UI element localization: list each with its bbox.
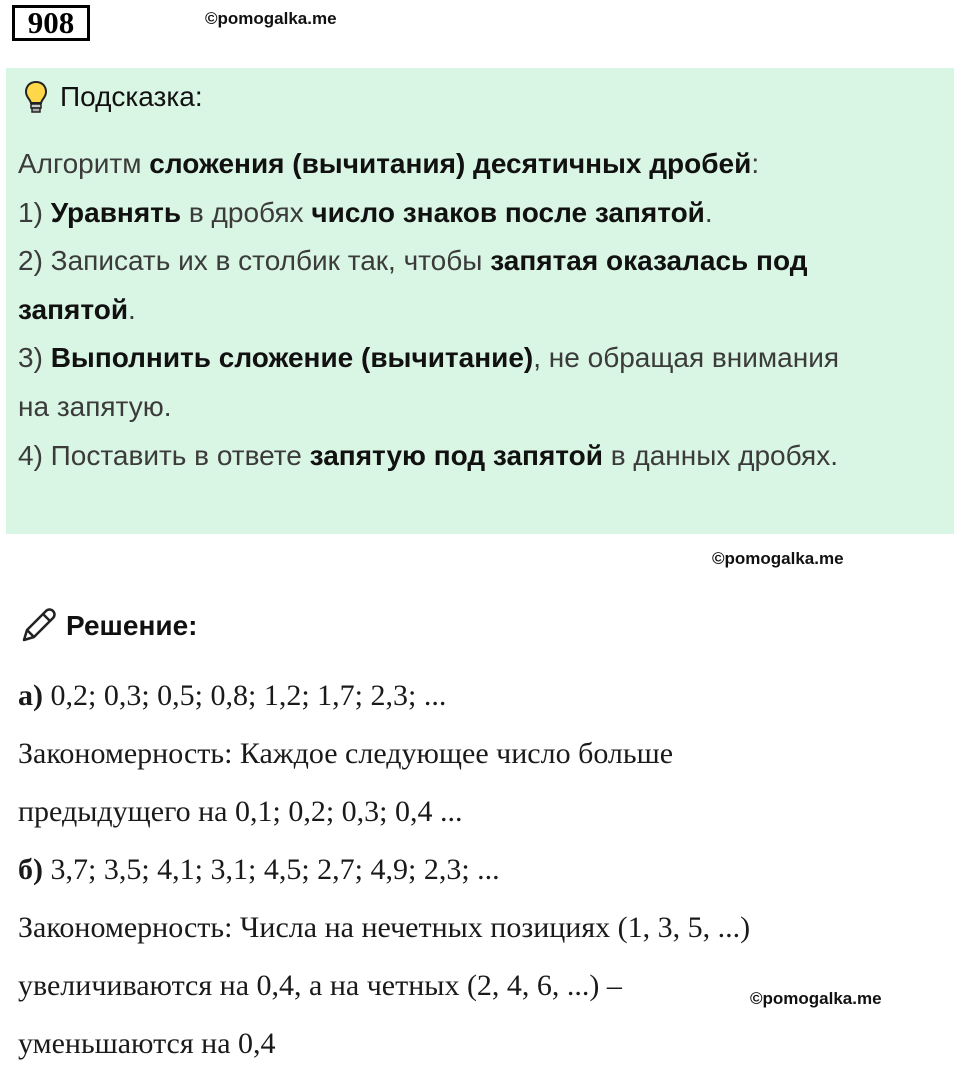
hint-text-span: на запятую.	[18, 390, 172, 422]
hint-line-2	[18, 189, 938, 238]
hint-title-text: Подсказка:	[60, 81, 203, 112]
watermark-top: ©pomogalka.me	[205, 9, 337, 28]
solution-b-sequence	[18, 841, 948, 899]
hint-text-span: 2) Записать их в столбик так, чтобы	[18, 245, 491, 277]
part-label: б)	[18, 853, 43, 886]
hint-bold-span: запятую под запятой	[309, 439, 603, 471]
watermark-middle: ©pomogalka.me	[712, 549, 844, 568]
solution-title-text: Решение:	[66, 610, 198, 641]
hint-line-4	[18, 286, 938, 335]
solution-a-rule-1: Закономерность: Каждое следующее число больше	[18, 737, 674, 770]
hint-bold-span: Выполнить сложение (вычитание)	[50, 342, 534, 374]
hint-bold-span: сложения (вычитания) десятичных дробей	[149, 148, 752, 179]
hint-box	[6, 68, 954, 534]
solution-text	[18, 667, 948, 1073]
hint-line-1	[18, 140, 938, 189]
hint-text-span: .	[128, 293, 136, 325]
hint-text	[18, 140, 938, 480]
hint-line-7	[18, 432, 938, 481]
solution-a-sequence	[18, 667, 948, 725]
hint-bold-span: запятой	[18, 293, 129, 325]
part-label: а)	[18, 679, 43, 712]
hint-bold-span: число знаков после запятой	[311, 196, 705, 228]
hint-text-span: 4) Поставить в ответе	[18, 439, 310, 471]
hint-title	[24, 80, 203, 114]
lightbulb-icon	[24, 80, 48, 114]
hint-text-span: , не обращая внимания	[533, 342, 839, 374]
solution-b-rule-3: уменьшаются на 0,4	[18, 1027, 276, 1060]
watermark-bottom: ©pomogalka.me	[750, 989, 882, 1008]
pencil-icon	[18, 606, 58, 646]
hint-text-span: Алгоритм	[18, 148, 150, 179]
hint-bold-span: запятая оказалась под	[490, 245, 808, 277]
hint-text-span: 3)	[18, 342, 51, 374]
sequence-text: 0,2; 0,3; 0,5; 0,8; 1,2; 1,7; 2,3; ...	[43, 679, 447, 712]
sequence-text: 3,7; 3,5; 4,1; 3,1; 4,5; 2,7; 4,9; 2,3; ...	[43, 853, 500, 886]
hint-text-span: в данных дробях.	[602, 439, 838, 471]
hint-line-5	[18, 334, 938, 383]
hint-bold-span: Уравнять	[50, 196, 182, 228]
solution-b-rule-1: Закономерность: Числа на нечетных позициях (1, 3, 5, ...)	[18, 911, 751, 944]
hint-line-3	[18, 237, 938, 286]
hint-text-span: 1)	[18, 196, 51, 228]
solution-a-rule-2: предыдущего на 0,1; 0,2; 0,3; 0,4 ...	[18, 795, 463, 828]
hint-line-6	[18, 383, 938, 432]
hint-text-span: .	[704, 196, 713, 228]
hint-text-span: в дробях	[181, 196, 312, 228]
solution-title	[18, 606, 197, 646]
solution-b-rule-2: увеличиваются на 0,4, а на четных (2, 4, 6, ...) –	[18, 969, 622, 1002]
hint-text-span: :	[751, 148, 760, 179]
exercise-number: 908	[12, 5, 90, 41]
